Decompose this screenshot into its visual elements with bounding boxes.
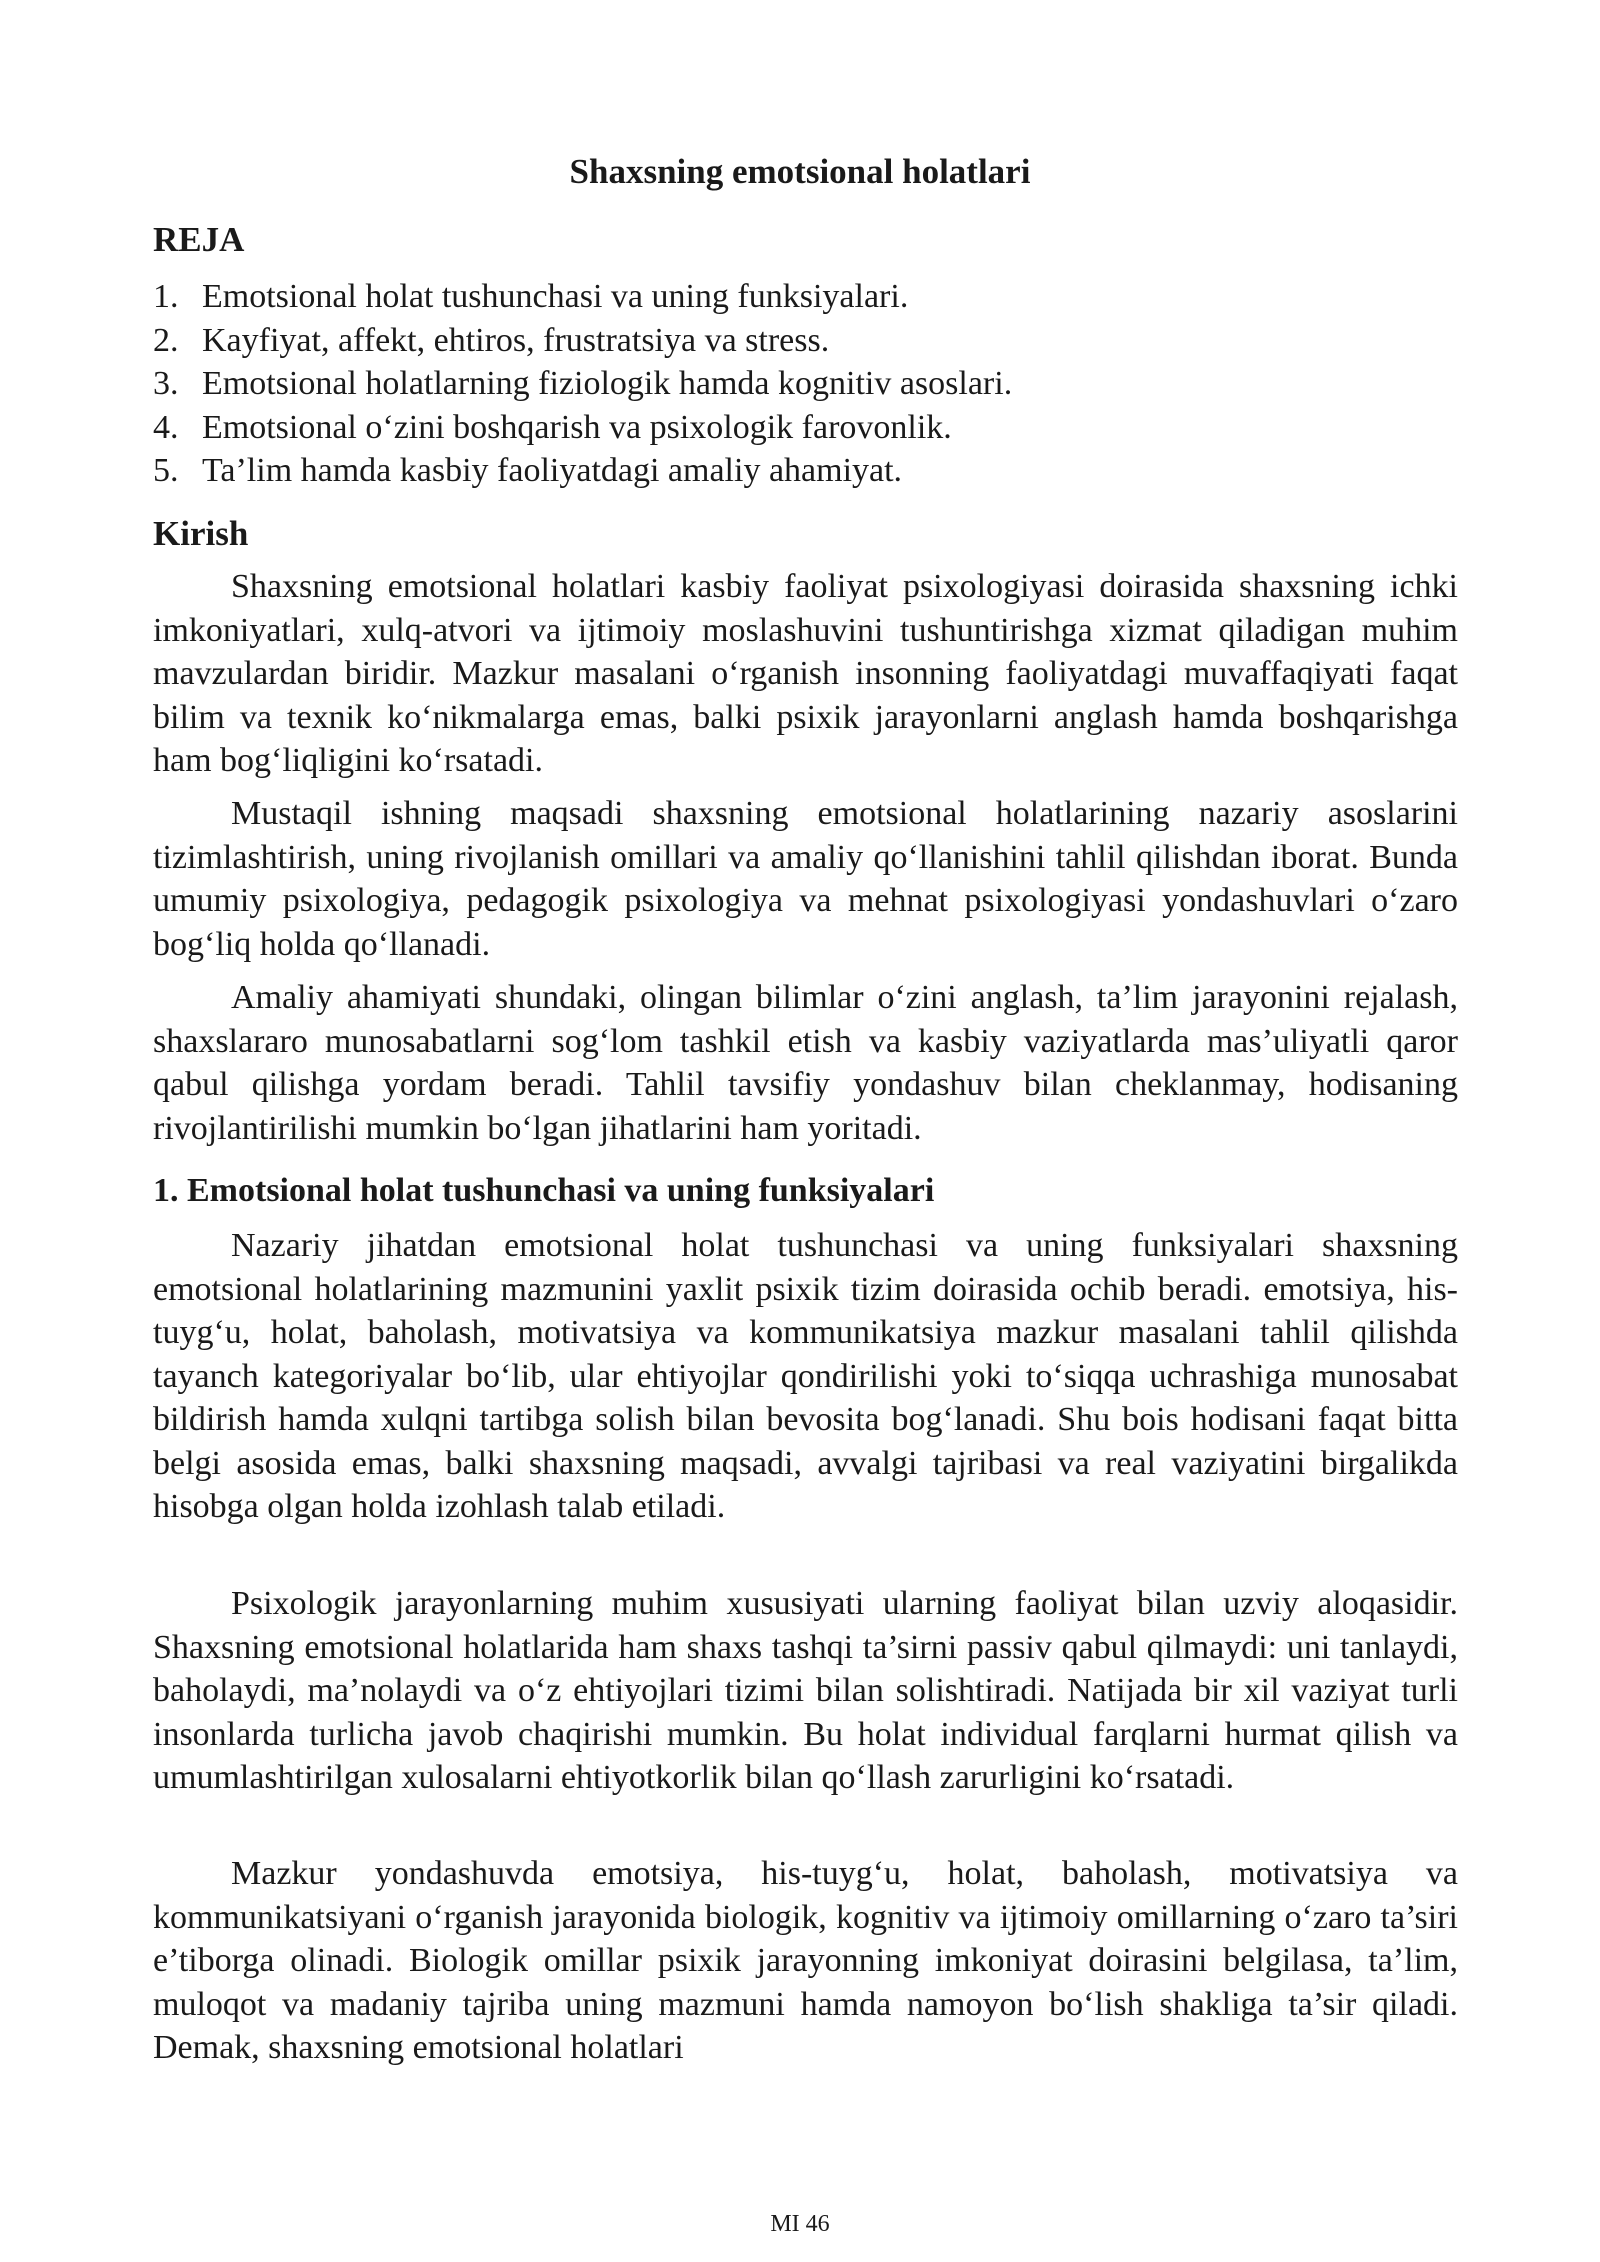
section-paragraph: Mazkur yondashuvda emotsiya, his-tuyg‘u, holat, baholash, motivatsiya va kommunikatsiyani o‘rganish jarayonida biologik, kognitiv va ijtimoiy omillarning o‘zaro ta’siri e’tiborga olinadi. Biologik omillar psixik jarayonning imkoniyat doirasini belgilasa, ta’lim, muloqot va madaniy tajriba uning mazmuni hamda namoyon bo‘lish shakliga ta’sir qiladi. Demak, shaxsning emotsional holatlari bbox=[153, 1855, 1458, 2066]
plan-item-text: Emotsional holatlarning fiziologik hamda kognitiv asoslari. bbox=[202, 365, 1013, 402]
plan-item-number: 4. bbox=[153, 408, 179, 446]
plan-item-text: Ta’lim hamda kasbiy faoliyatdagi amaliy ahamiyat. bbox=[202, 452, 903, 489]
plan-item bbox=[153, 275, 1012, 319]
section-heading: 1. Emotsional holat tushunchasi va uning funksiyalari bbox=[153, 1172, 935, 1209]
plan-item-number: 3. bbox=[153, 365, 179, 402]
page-number: MI 46 bbox=[770, 2211, 830, 2237]
intro-heading: Kirish bbox=[153, 514, 249, 553]
intro-paragraph: Amaliy ahamiyati shundaki, olingan bilimlar o‘zini anglash, ta’lim jarayonini rejalash, shaxslararo munosabatlarni sog‘lom tashkil etish va kasbiy vaziyatlarda mas’uliyatli qaror qabul qilishga yordam beradi. Tahlil tavsifiy yondashuv bilan cheklanmay, hodisaning rivojlantirilishi mumkin bo‘lgan jihatlarini ham yoritadi. bbox=[153, 979, 1458, 1147]
plan-item-number: 1. bbox=[153, 278, 179, 315]
plan-item-number: 2. bbox=[153, 321, 179, 359]
intro-paragraph: Mustaqil ishning maqsadi shaxsning emotsional holatlarining nazariy asoslarini tizimlashtirish, uning rivojlanish omillari va amaliy qo‘llanishini tahlil qilishdan iborat. Bunda umumiy psixologiya, pedagogik psixologiya va mehnat psixologiyasi yondashuvlari o‘zaro bog‘liq holda qo‘llanadi. bbox=[153, 795, 1458, 963]
plan-item-text: Emotsional holat tushunchasi va uning funksiyalari. bbox=[202, 278, 909, 315]
document-title: Shaxsning emotsional holatlari bbox=[569, 152, 1031, 191]
plan-list bbox=[153, 275, 1012, 493]
plan-item-text: Emotsional o‘zini boshqarish va psixologik farovonlik. bbox=[202, 408, 952, 446]
plan-item bbox=[153, 406, 1012, 450]
intro-paragraph: Shaxsning emotsional holatlari kasbiy faoliyat psixologiyasi doirasida shaxsning ichki imkoniyatlari, xulq-atvori va ijtimoiy moslashuvini tushuntirishga xizmat qiladigan muhim mavzulardan biridir. Mazkur masalani o‘rganish insonning faoliyatdagi muvaffaqiyati faqat bilim va texnik ko‘nikmalarga emas, balki psixik jarayonlarni anglash hamda boshqarishga ham bog‘liqligini ko‘rsatadi. bbox=[153, 568, 1458, 779]
plan-item bbox=[153, 319, 1012, 363]
plan-item bbox=[153, 449, 1012, 493]
plan-item-text: Kayfiyat, affekt, ehtiros, frustratsiya va stress. bbox=[202, 321, 830, 359]
section-paragraph: Nazariy jihatdan emotsional holat tushunchasi va uning funksiyalari shaxsning emotsional holatlarining mazmunini yaxlit psixik tizim doirasida ochib beradi. emotsiya, his-tuyg‘u, holat, baholash, motivatsiya va kommunikatsiya mazkur masalani tahlil qilishda tayanch kategoriyalar bo‘lib, ular ehtiyojlar qondirilishi yoki to‘siqqa uchrashiga munosabat bildirish hamda xulqni tartibga solish bilan bevosita bog‘lanadi. Shu bois hodisani faqat bitta belgi asosida emas, balki shaxsning maqsadi, avvalgi tajribasi va real vaziyatini birgalikda hisobga olgan holda izohlash talab etiladi. bbox=[153, 1227, 1458, 1525]
plan-heading: REJA bbox=[153, 220, 245, 259]
plan-item bbox=[153, 362, 1012, 406]
plan-item-number: 5. bbox=[153, 452, 179, 489]
section-paragraph: Psixologik jarayonlarning muhim xususiyati ularning faoliyat bilan uzviy aloqasidir. Shaxsning emotsional holatlarida ham shaxs tashqi ta’sirni passiv qabul qilmaydi: uni tanlaydi, baholaydi, ma’nolaydi va o‘z ehtiyojlari tizimi bilan solishtiradi. Natijada bir xil vaziyat turli insonlarda turlicha javob chaqirishi mumkin. Bu holat individual farqlarni hurmat qilish va umumlashtirilgan xulosalarni ehtiyotkorlik bilan qo‘llash zarurligini ko‘rsatadi. bbox=[153, 1585, 1458, 1796]
